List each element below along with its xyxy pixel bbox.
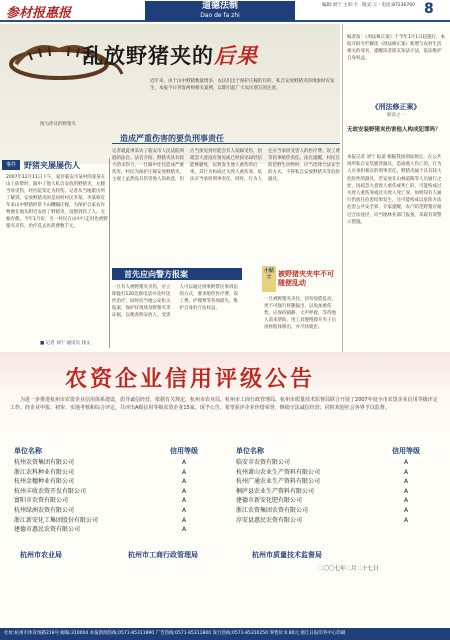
company-name: 淳安县惠民农资有限公司 xyxy=(236,516,303,524)
signer-industry-commerce-bureau: 杭州市工商行政管理局 xyxy=(128,551,198,559)
story-label: 事件 xyxy=(2,160,20,170)
company-name: 杭州广通农业生产资料有限公司 xyxy=(236,478,321,486)
section-banner xyxy=(145,1,295,21)
story-title: 野猪夹屡屡伤人 xyxy=(24,161,80,170)
company-name: 杭州萧山农业生产资料有限公司 xyxy=(236,468,321,476)
credit-grade: A xyxy=(403,506,409,514)
story-body: 2007年12月11日下午，家住临安市某村的张某在山上砍柴时，踩中了他人私自安放的野猪夹，左腿当场受伤，经医院鉴定为轻伤。记者从当地派出所了解到，安放野猪夹的是同村村民李某，李某称近年来山中野猪经常下山糟蹋庄稼，为保护自家农作物便在地头附近安放了野猪夹，没想到伤了人。无独有偶，今年1月份，另一村民在山中行走时也被野猪夹夹伤，治疗花去医药费数千元。 xyxy=(6,175,108,229)
law-question: 无故安装野猪夹伤害他人构成犯罪吗？ xyxy=(347,127,441,133)
story-credit: ■ 记者 刘宁 通讯员 钱文 xyxy=(40,341,91,346)
table-row xyxy=(14,506,214,516)
law-column-subtitle: 解读之一 xyxy=(387,113,405,118)
table-header xyxy=(236,446,440,458)
law-body: 本报记者 刘宁 报道 根据我国刑法规定，在公共场所私自安装捕兽器具，造成他人伤亡的，行为人应承担相应的刑事责任。野猪夹属于具有较大危险性的器具，若安放在山林道路等人员通行之处，因疏忽大意致人重伤或死亡的，可能构成过失致人重伤罪或过失致人死亡罪。如明知有人通行仍放任危害结果发生，还可能构成以危险方法危害公共安全罪。专家提醒，农户防范野猪应通过合法途径，向当地林业部门报备，采取有效警示措施。 xyxy=(347,155,442,225)
table-row xyxy=(14,468,214,478)
table-row xyxy=(236,477,440,487)
credit-title: 农资企业信用评级公告 xyxy=(65,366,316,392)
table-row xyxy=(236,468,440,478)
intro-text: 近年来，由于山中野猪数量增多，农民们出于保护庄稼的目的，私自安放野猪夹的现象时有发生，本报今日刊发两则相关案例，以期引起广大农民朋友的注意。 xyxy=(150,79,335,91)
photo-caption: 图为涉及的野猪夹 xyxy=(40,122,76,127)
tip-label: 小贴士 xyxy=(262,266,276,292)
rating-table-right xyxy=(236,446,440,525)
column-divider xyxy=(109,158,110,348)
editor-note: 编者按：《刑法修正案》于今年1月1日起施行，本报开辟专栏解读《刑法修正案》新增与农村生活相关的罪名，提醒读者朋友知法守法，依法维护自身权益。 xyxy=(347,35,445,61)
announcement-text: 为进一步推进杭州市农资企业信用体系建设，倡导诚信经营，依据有关规定，杭州市农业局、杭州市工商行政管理局、杭州市质量技术监督局联合开展了2007年度全市农资企业信用等级评定工作。经企业申报、初审、实地考核和综合评定，共评出A级信用等级农资企业15家，现予公告。希望获评企业珍惜荣誉，继续守法诚信经营；同时欢迎社会各界予以监督。 xyxy=(10,397,438,411)
company-name: 浙江农科种业有限公司 xyxy=(14,468,75,476)
company-name: 临安市农资有限公司 xyxy=(236,459,291,466)
table-row xyxy=(236,487,440,497)
credit-grade: A xyxy=(181,478,187,486)
headline-highlight: 后果 xyxy=(214,44,258,68)
company-name: 杭州农资集团有限公司 xyxy=(14,459,75,466)
table-row xyxy=(14,496,214,506)
table-row xyxy=(236,496,440,506)
table-row xyxy=(14,458,214,468)
credit-grade: A xyxy=(181,459,187,466)
section-subtitle: Dao de fa zhi xyxy=(200,12,240,19)
company-name: 建德市新安化肥有限公司 xyxy=(236,497,303,505)
sub-title: 首先应向警方报案 xyxy=(124,270,188,279)
table-row xyxy=(236,506,440,516)
editor-column xyxy=(342,24,448,404)
issue-info: 编辑:刘宁 主审:卡 · 版式:王 · 电话:87236760 xyxy=(322,3,415,8)
company-name: 浙江农资集团农资有限公司 xyxy=(236,506,309,514)
middle-body: 记者就此事采访了临安市人民法院刑庭的法官。法官介绍，野猪夹具有较大的杀伤力，一旦踩中往往造成严重伤害，村民为保护庄稼安放野猪夹，主观上虽然没有伤害他人的故意，但应当预见到可能会有人误踩受伤，因疏忽大意没有预见或已经预见却轻信能够避免，以致发生他人重伤的后果，其行为构成过失致人重伤罪，依法应当承担刑事责任。同时，行为人还应当承担受害人的医疗费、误工费等民事赔偿责任。法官提醒，村民在防范野生动物时，应当选择合法安全的方式，不得私自安放野猪夹等危险器具。 xyxy=(112,149,340,182)
table-row xyxy=(236,458,440,468)
col-grade-header: 信用等级 xyxy=(392,447,420,455)
credit-grade: A xyxy=(403,497,409,505)
signer-agriculture-bureau: 杭州市农业局 xyxy=(20,551,62,559)
tip-body: 一旦被野猪夹夹住，切勿惊慌乱动，更不可强行将腿拔出，以免加重伤势。应保持镇静，大声呼救，等待他人前来帮助，用工具慢慢撑开夹子后再将肢体移出，并尽快就医。 xyxy=(264,297,336,330)
company-name: 杭州绿洲农资有限公司 xyxy=(14,506,75,514)
credit-grade: A xyxy=(403,468,409,476)
newspaper-logo: 参材报惠报 xyxy=(6,6,72,21)
middle-title: 造成严重伤害的要负刑事责任 xyxy=(120,134,224,143)
tip-title: 被野猪夹夹牢不可随便乱动 xyxy=(278,270,334,287)
credit-grade: A xyxy=(181,497,187,505)
credit-grade: A xyxy=(403,487,409,495)
company-name: 建德市惠民农资有限公司 xyxy=(14,526,81,534)
company-name: 桐庐县农业生产资料有限公司 xyxy=(236,487,315,495)
sub-body: 一旦有人被野猪夹夹伤，应立即拨打120急救电话并及时送医治疗，同时向当地公安机关报案，保护好现场及野猪夹等证据，以便查明安放人。受害人可以通过刑事附带民事诉讼的方式，要求赔偿医疗费、误工费、护理费等各项损失，维护自身的合法权益。 xyxy=(112,285,238,318)
table-row xyxy=(14,525,214,535)
table-row xyxy=(14,477,214,487)
table-row xyxy=(14,487,214,497)
headline xyxy=(82,40,258,70)
table-row xyxy=(14,516,214,526)
section-title: 道德法制 xyxy=(201,1,238,11)
credit-grade: A xyxy=(181,487,187,495)
credit-grade: A xyxy=(181,516,187,524)
credit-grade: A xyxy=(181,526,187,534)
company-name: 富阳市农资有限公司 xyxy=(14,497,69,505)
credit-grade: A xyxy=(181,468,187,476)
col-name-header: 单位名称 xyxy=(236,447,264,455)
credit-grade: A xyxy=(403,516,409,524)
signer-quality-bureau: 杭州市质量技术监督局 xyxy=(252,551,322,559)
sign-date: 二〇〇七年二月二十七日 xyxy=(318,566,379,572)
credit-grade: A xyxy=(403,478,409,486)
company-name: 杭州丰收农资开发有限公司 xyxy=(14,487,87,495)
credit-grade: A xyxy=(403,459,409,466)
rating-table-left xyxy=(14,446,214,535)
table-header xyxy=(14,446,214,458)
company-name: 浙江新安化工集团股份有限公司 xyxy=(14,516,99,524)
table-row xyxy=(236,516,440,526)
credit-grade: A xyxy=(181,506,187,514)
col-grade-header: 信用等级 xyxy=(170,447,198,455)
page-number: 8 xyxy=(424,1,434,17)
company-name: 杭州金穗种业有限公司 xyxy=(14,478,75,486)
footer-bar: 社址:杭州市体育场路218号 邮编:310004 本报新闻热线:0571-85311890 广告热线:0571-85311800 发行热线:0571-85310250 零售价:0.80元 浙江日报印务中心印刷 xyxy=(0,628,450,640)
headline-main: 乱放野猪夹的 xyxy=(82,44,214,68)
col-name-header: 单位名称 xyxy=(14,447,42,455)
law-column-title: 《刑法修正案》 xyxy=(371,103,421,111)
